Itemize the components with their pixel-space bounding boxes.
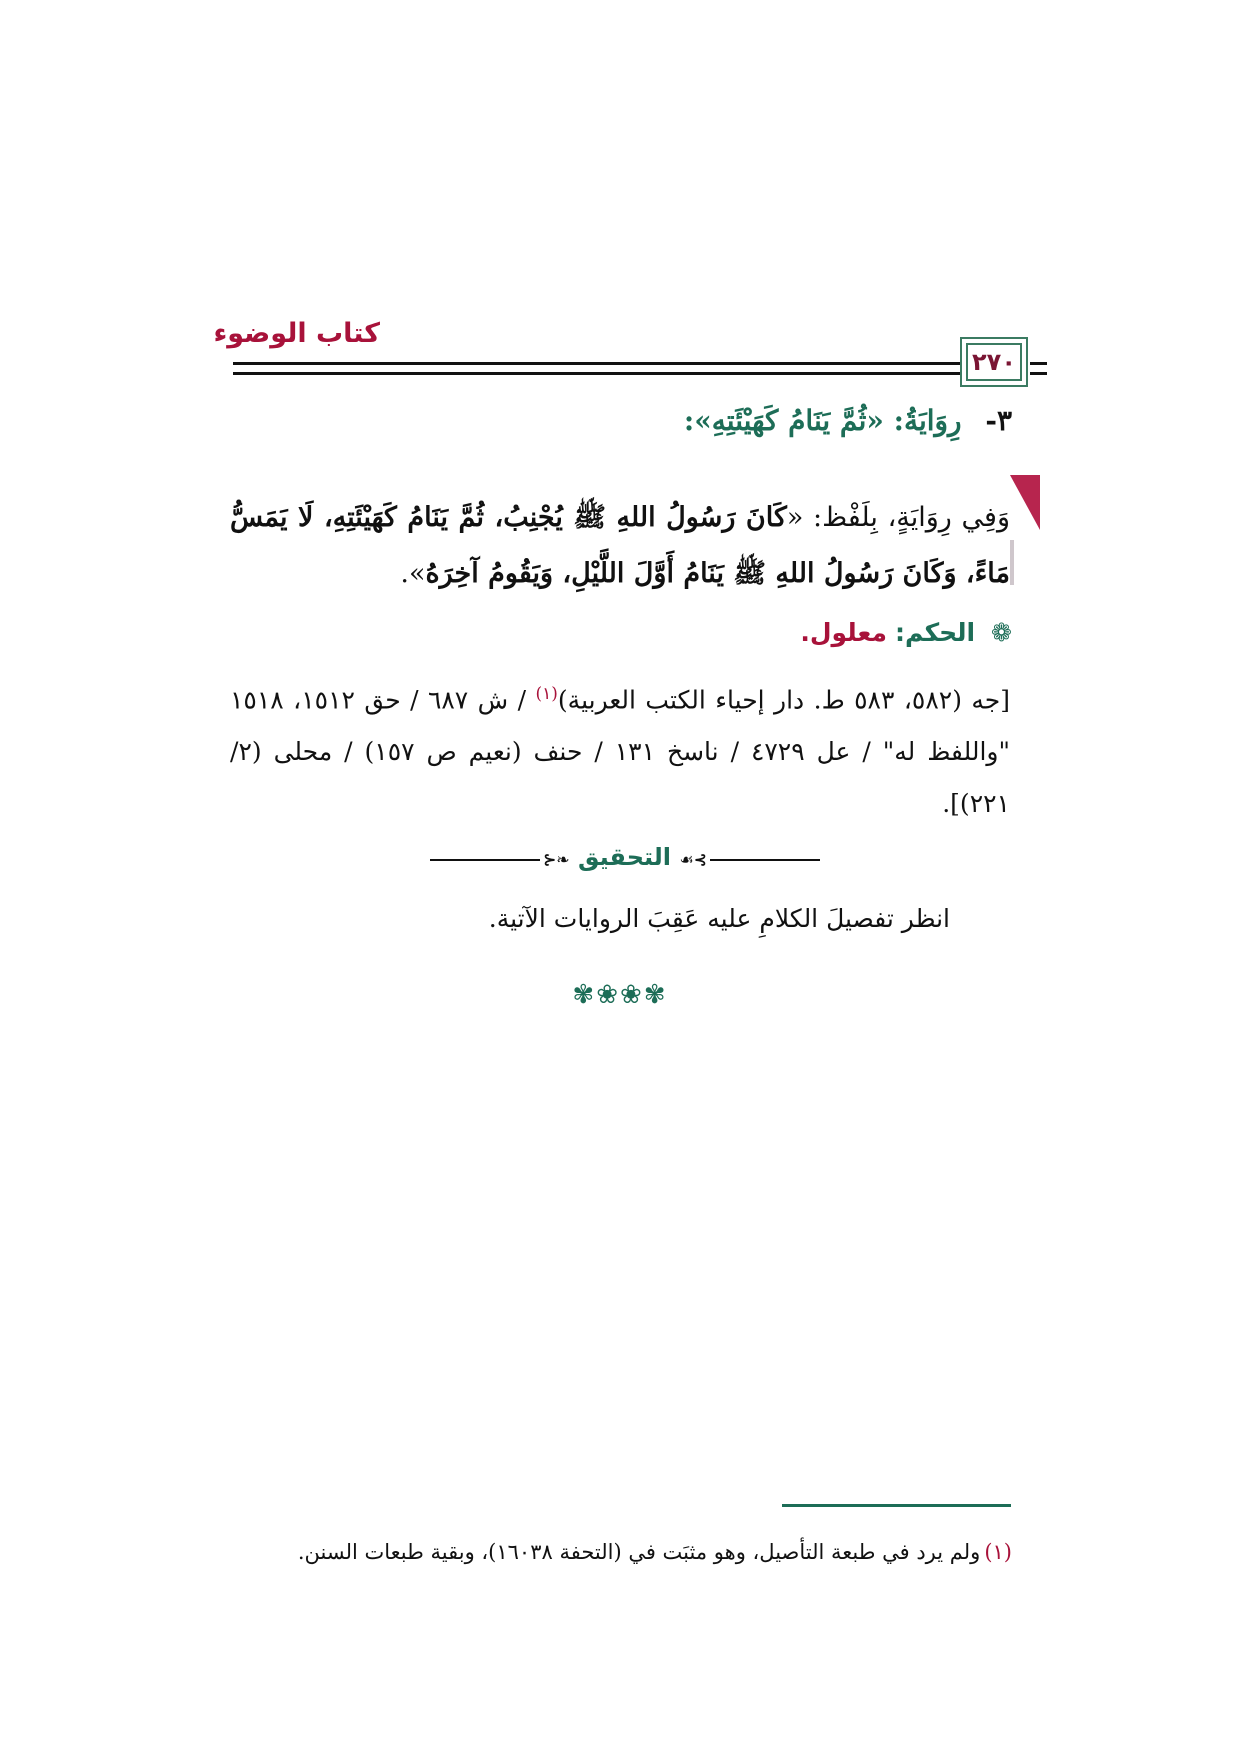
sources-text-rest: / ش ٦٨٧ / حق ١٥١٢، ١٥١٨ "واللفظ له" / عل ٤٧٢٩ / ناسخ ١٣١ / حنف (نعيم ص ١٥٧) / محلى (٢/ ٢٢١)]. <box>230 685 1010 819</box>
tahqiq-title: التحقيق <box>578 843 672 871</box>
tahqiq-heading <box>430 843 820 871</box>
hadith-side-bar <box>1010 540 1014 585</box>
footnote-marker: (١) <box>984 1540 1012 1564</box>
corner-ornament <box>1010 475 1040 530</box>
verdict-label: الحكم: <box>894 618 976 647</box>
header-rule-right-bottom <box>1030 372 1047 375</box>
hadith-text <box>230 490 1010 602</box>
hadith-matn: كَانَ رَسُولُ اللهِ ﷺ يُجْنِبُ، ثُمَّ يَنَامُ كَهَيْئَتِهِ، لَا يَمَسُّ مَاءً، وَكَانَ رَسُولُ اللهِ ﷺ يَنَامُ أَوَّلَ اللَّيْلِ، وَيَقُومُ آخِرَهُ <box>230 502 1010 589</box>
flower-icon: ❁ <box>991 618 1012 647</box>
sources-paragraph <box>230 668 1010 830</box>
page-number-frame <box>960 337 1028 387</box>
section-label: رِوَايَةُ: «ثُمَّ يَنَامُ كَهَيْئَتِهِ»: <box>683 404 962 437</box>
header-rule-top <box>233 362 1013 365</box>
ornament-right-icon: ⊱☙ <box>679 850 708 869</box>
ornament-left-icon: ❧⊰ <box>542 850 570 869</box>
verdict-value: معلول. <box>800 618 888 647</box>
sources-text-start: [جه (٥٨٢، ٥٨٣ ط. دار إحياء الكتب العربية) <box>557 685 1011 715</box>
hadith-intro: وَفِي رِوَايَةٍ، بِلَفْظ: « <box>786 502 1010 533</box>
tahqiq-divider <box>430 843 820 877</box>
footnote-reference[interactable]: (١) <box>535 684 558 704</box>
footnote-text: ولم يرد في طبعة التأصيل، وهو مثبَت في (التحفة ١٦٠٣٨)، وبقية طبعات السنن. <box>297 1540 981 1564</box>
end-ornament-icon: ✾❀❀✾ <box>572 980 668 1010</box>
book-title: كتاب الوضوء <box>213 318 380 349</box>
header-rule-bottom <box>233 372 1013 375</box>
header-rule-right-top <box>1030 362 1047 365</box>
footnote <box>298 1540 1012 1564</box>
section-heading <box>684 404 1012 437</box>
footnote-rule <box>782 1504 1011 1507</box>
section-number: ٣- <box>985 404 1012 437</box>
page-number: ٢٧٠ <box>972 348 1016 376</box>
tahqiq-body: انظر تفصيلَ الكلامِ عليه عَقِبَ الروايات الآتية. <box>488 904 950 933</box>
hadith-closing: ». <box>400 558 426 589</box>
verdict <box>800 618 1012 647</box>
